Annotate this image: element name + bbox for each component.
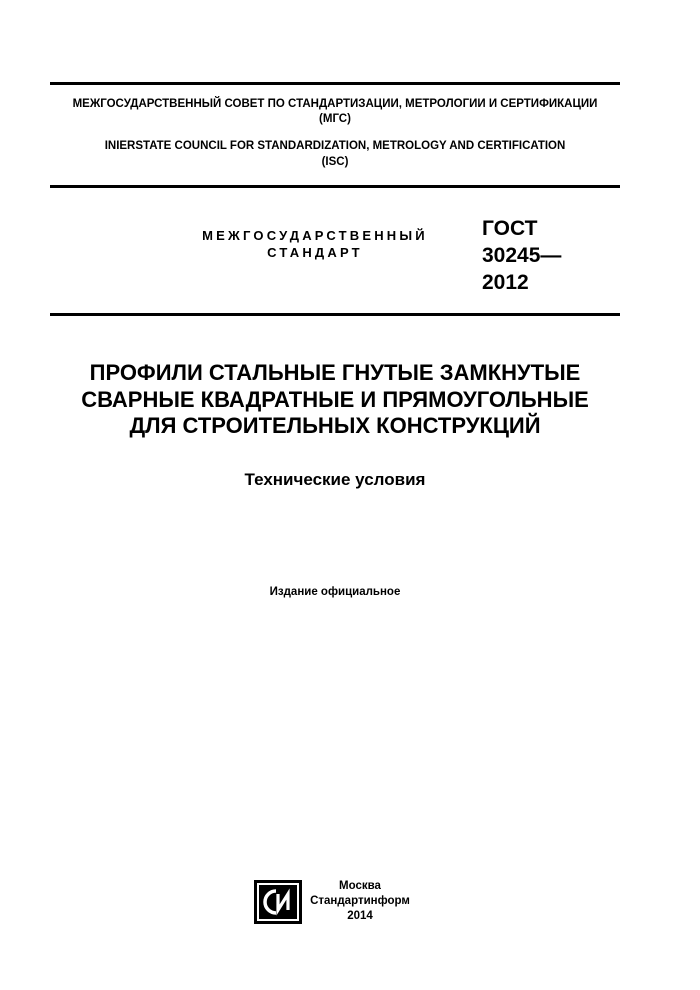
gost-number: 30245— bbox=[482, 244, 562, 267]
gost-year: 2012 bbox=[482, 271, 529, 294]
standartinform-logo-icon bbox=[254, 880, 302, 924]
document-title-line1: ПРОФИЛИ СТАЛЬНЫЕ ГНУТЫЕ ЗАМКНУТЫЕ bbox=[89, 360, 581, 385]
publisher-year: 2014 bbox=[347, 910, 373, 922]
council-name-ru: МЕЖГОСУДАРСТВЕННЫЙ СОВЕТ ПО СТАНДАРТИЗАЦИИ, МЕТРОЛОГИИ И СЕРТИФИКАЦИИ bbox=[72, 98, 598, 110]
council-abbr-ru: (МГС) bbox=[319, 113, 351, 125]
publisher-block bbox=[310, 879, 410, 924]
standard-type-line2: СТАНДАРТ bbox=[267, 245, 363, 260]
council-abbr-en: (ISC) bbox=[321, 156, 349, 168]
document-subtitle: Технические условия bbox=[244, 470, 426, 489]
top-rule bbox=[50, 82, 620, 85]
standard-type-line1: МЕЖГОСУДАРСТВЕННЫЙ bbox=[202, 228, 428, 243]
document-title-line2: СВАРНЫЕ КВАДРАТНЫЕ И ПРЯМОУГОЛЬНЫЕ bbox=[81, 387, 589, 412]
lower-rule bbox=[50, 313, 620, 316]
middle-rule bbox=[50, 185, 620, 188]
document-title-line3: ДЛЯ СТРОИТЕЛЬНЫХ КОНСТРУКЦИЙ bbox=[129, 413, 541, 438]
council-name-en: INIERSTATE COUNCIL FOR STANDARDIZATION, METROLOGY AND CERTIFICATION bbox=[104, 140, 566, 152]
gost-label: ГОСТ bbox=[482, 217, 538, 240]
publisher-name: Стандартинформ bbox=[310, 895, 410, 907]
edition-note: Издание официальное bbox=[269, 586, 401, 598]
publisher-city: Москва bbox=[339, 880, 381, 892]
